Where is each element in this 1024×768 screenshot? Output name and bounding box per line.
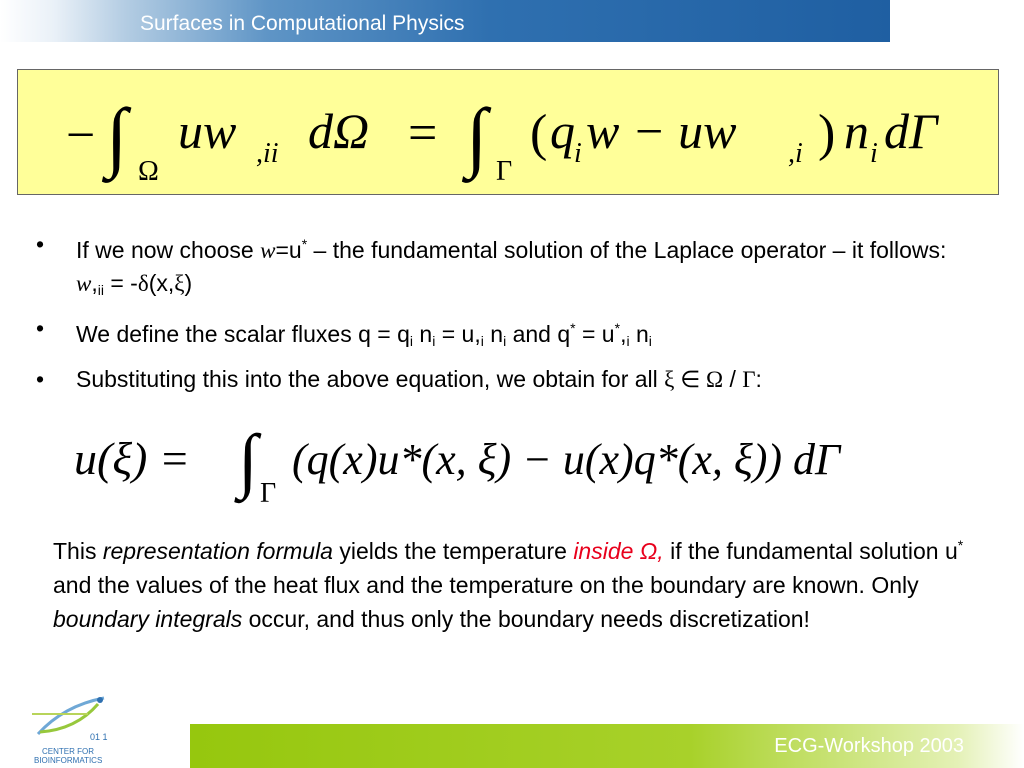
bullet-item-3: • Substituting this into the above equation, we obtain for all ξ ∈ Ω / Γ: (36, 363, 966, 396)
eq1-close-paren: ) (818, 105, 836, 162)
eq1-integral-1: ∫ (106, 92, 128, 179)
eq2-gamma-sub: Γ (260, 478, 277, 509)
eq1-q: q (550, 103, 575, 159)
term-boundary-integrals: boundary integrals (53, 606, 243, 632)
eq1-d-gamma: dΓ (884, 103, 938, 159)
bullet-dot: • (36, 315, 45, 341)
eq1-n: n (844, 103, 869, 159)
eq1-w-minus-uw: w − uw (586, 103, 737, 159)
eq1-lhs-sub: ,ii (256, 138, 279, 169)
eq1-minus: − (66, 107, 96, 164)
eq1-integral-2: ∫ (466, 92, 488, 179)
eq1-open-paren: ( (530, 105, 548, 162)
eq1-q-sub: i (574, 138, 582, 169)
explanation-paragraph: This representation formula yields the temperature inside Ω, if the fundamental solution u* and the values of the heat flux and the temperature on the boundary are known. Only boundary integrals occur, and thus only the boundary needs discretization! (53, 537, 964, 632)
eq1-lhs-term: uw (178, 103, 237, 159)
term-representation-formula: representation formula (102, 538, 333, 564)
eq1-d-omega: dΩ (308, 103, 370, 159)
eq2-integral: ∫ (238, 420, 258, 500)
eq1-omega-sub: Ω (138, 156, 159, 187)
eq2-lhs: u(ξ) = (74, 433, 190, 484)
eq2-body: (q(x)u*(x, ξ) − u(x)q*(x, ξ)) dΓ (292, 435, 841, 484)
equation-green-identity (18, 70, 998, 194)
bioinformatics-logo (28, 692, 148, 764)
logo-text-line2: BIOINFORMATICS (34, 756, 103, 764)
equation-representation-formula (60, 410, 960, 510)
footer-workshop-label: ECG-Workshop 2003 (774, 735, 964, 757)
bullet-dot: • (36, 231, 45, 257)
highlight-inside-omega: inside Ω, (573, 538, 664, 564)
eq1-n-sub: i (870, 138, 878, 169)
header-bar (0, 0, 890, 42)
footer-bar (190, 724, 1024, 768)
equation-box (17, 69, 999, 195)
eq1-equals: = (408, 105, 438, 162)
bullet-item-2: • We define the scalar fluxes $q = q_i$ $n_i = u,_i$ $n_i$ and $q^* = u^*,_i$ $n_i$ (36, 312, 966, 357)
bullet-dot: • (36, 366, 45, 392)
eq1-gamma-sub: Γ (496, 156, 513, 187)
bullet-item-1: • If we now choose w=u* – the fundamental solution of the Laplace operator – it follows: $w,_{ii} = -\delta(x,\xi)$ (36, 228, 966, 306)
svg-text:01 1: 01 1 (90, 732, 108, 742)
eq1-w-sub: ,i (788, 138, 803, 169)
logo-text-line1: CENTER FOR (42, 747, 94, 756)
slide-title: Surfaces in Computational Physics (140, 12, 465, 35)
bullet-list (36, 228, 966, 402)
